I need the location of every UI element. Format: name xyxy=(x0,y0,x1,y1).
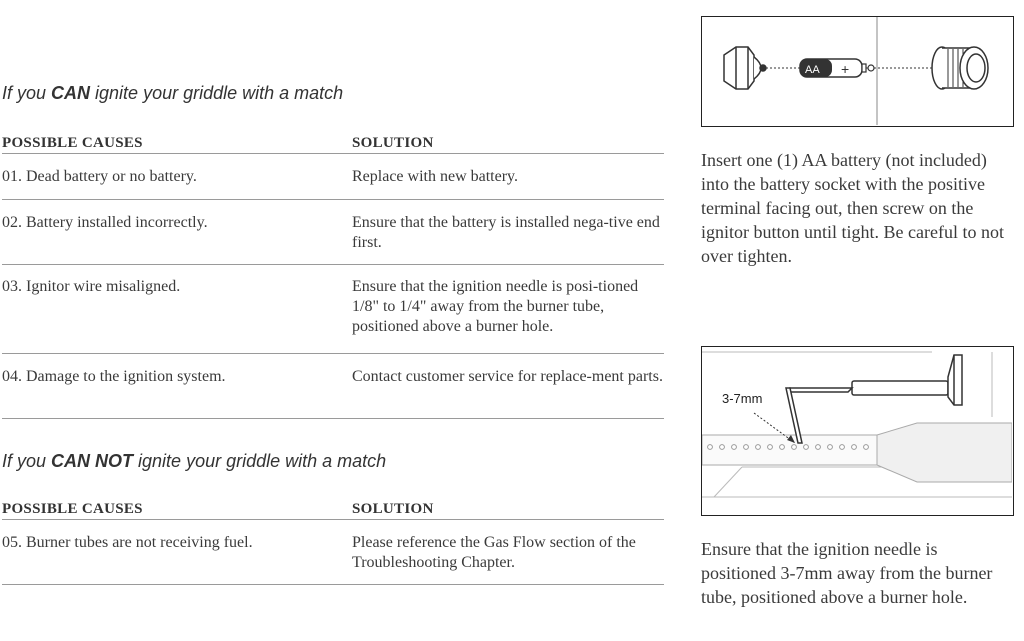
heading-text: If you xyxy=(2,83,52,103)
row-divider xyxy=(2,199,664,200)
column-header-solution: SOLUTION xyxy=(352,135,434,151)
aa-battery-icon xyxy=(800,59,874,77)
solution-cell: Please reference the Gas Flow section of the Troubleshooting Chapter. xyxy=(352,534,636,571)
column-header-causes: POSSIBLE CAUSES xyxy=(2,135,143,151)
battery-plus-sign: + xyxy=(841,61,850,77)
heading-emphasis: CAN NOT xyxy=(51,451,134,471)
heading-text: If you xyxy=(2,451,52,471)
column-header-causes: POSSIBLE CAUSES xyxy=(2,501,143,517)
needle-caption: Ensure that the ignition needle is positioned 3-7mm away from the burner tube, positioned above a burner hole. xyxy=(701,539,993,607)
gap-measurement-label: 3-7mm xyxy=(722,391,763,406)
header-divider xyxy=(2,153,664,154)
row-divider xyxy=(2,353,664,354)
ignition-needle-figure xyxy=(701,346,1014,516)
cause-cell: 05. Burner tubes are not receiving fuel. xyxy=(2,534,253,551)
heading-text: ignite your griddle with a match xyxy=(133,451,387,471)
row-divider xyxy=(2,584,664,585)
section-heading-can-not xyxy=(2,451,386,472)
cause-cell: 04. Damage to the ignition system. xyxy=(2,368,226,385)
cause-cell: 03. Ignitor wire misaligned. xyxy=(2,278,181,295)
solution-cell: Ensure that the battery is installed nega-tive end first. xyxy=(352,214,660,251)
solution-cell: Replace with new battery. xyxy=(352,168,519,185)
battery-installation-figure xyxy=(701,16,1014,127)
troubleshooting-table-can xyxy=(2,135,664,420)
heading-text: ignite your griddle with a match xyxy=(90,83,344,103)
section-heading-can xyxy=(2,83,343,104)
battery-diagram xyxy=(702,17,1012,125)
burner-tube-icon xyxy=(702,423,1012,482)
column-header-solution: SOLUTION xyxy=(352,501,434,517)
cause-cell: 01. Dead battery or no battery. xyxy=(2,168,197,185)
battery-label: AA xyxy=(805,64,820,76)
battery-socket-icon xyxy=(724,47,766,89)
solution-cell: Ensure that the ignition needle is posi-tioned 1/8" to 1/4" away from the burner tube, positioned above a burner hole. xyxy=(352,278,639,335)
battery-caption: Insert one (1) AA battery (not included) into the battery socket with the positive terminal facing out, then screw on the ignitor button until tight. Be careful to not over tighten. xyxy=(701,150,1004,266)
row-divider xyxy=(2,264,664,265)
row-divider xyxy=(2,418,664,419)
heading-emphasis: CAN xyxy=(51,83,91,103)
cause-cell: 02. Battery installed incorrectly. xyxy=(2,214,208,231)
header-divider xyxy=(2,519,664,520)
solution-cell: Contact customer service for replace-ment parts. xyxy=(352,368,663,385)
needle-diagram xyxy=(702,347,1012,514)
ignitor-button-icon xyxy=(932,47,988,89)
troubleshooting-table-can-not xyxy=(2,501,664,586)
